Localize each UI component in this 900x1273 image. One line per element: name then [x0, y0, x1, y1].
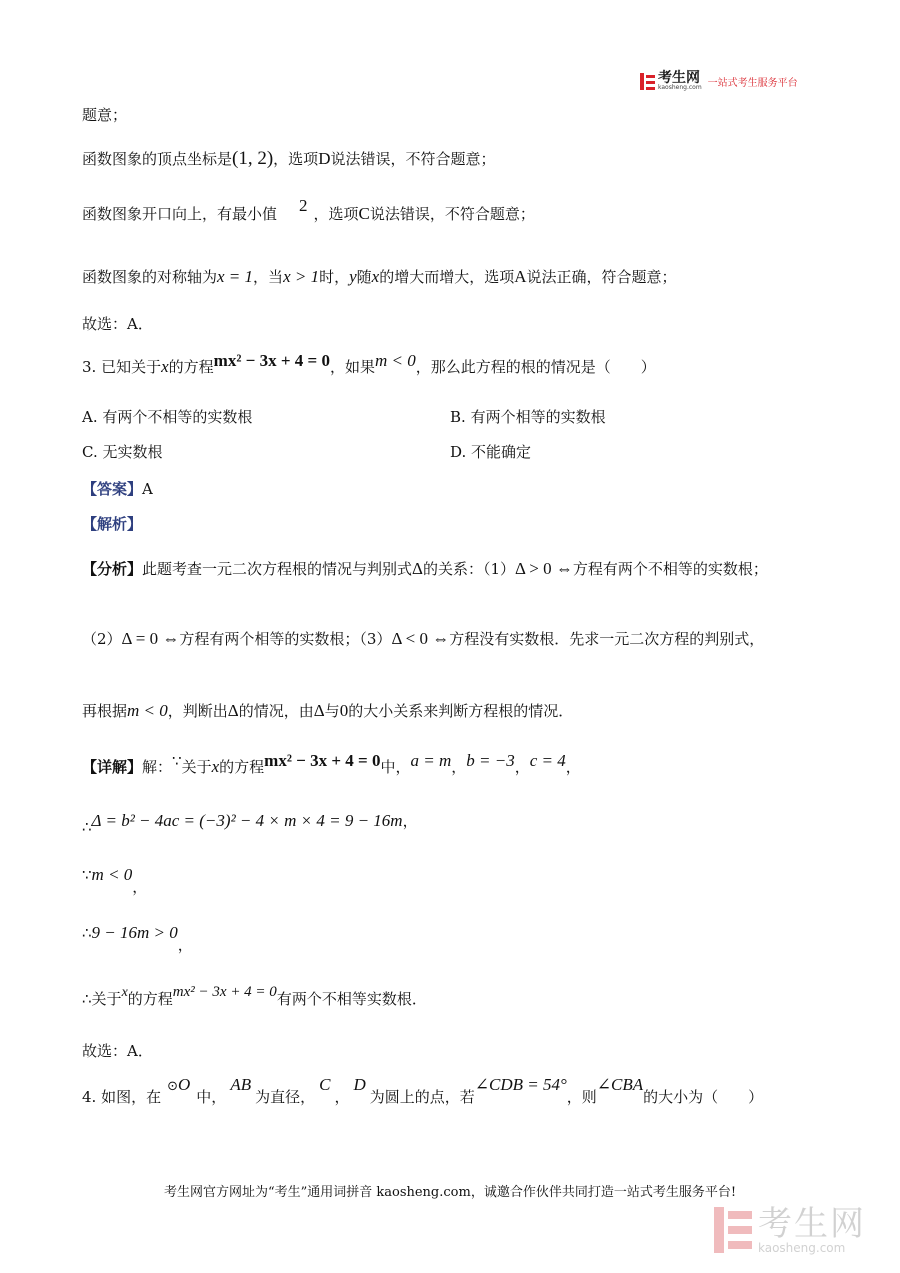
var-x: x	[211, 757, 220, 776]
fenxi-text: 的关系：（1）	[422, 560, 516, 578]
fenxi-text: 的情况，由	[238, 702, 314, 720]
q2-text: 函数图象的对称轴为	[82, 268, 218, 286]
option-text: 有两个相等的实数根	[470, 408, 606, 426]
vertex-coord: (1, 2)	[232, 148, 274, 169]
xiangjie-text: 关于	[181, 758, 212, 776]
circle-icon: ⊙	[167, 1079, 179, 1094]
step-discriminant: ∴Δ = b² − 4ac = (−3)² − 4 × m × 4 = 9 − 16m，	[82, 811, 418, 836]
positive-expr: 9 − 16m > 0	[91, 923, 178, 942]
xiangjie-line-1: 【详解】解：∵关于x的方程mx² − 3x + 4 = 0中，a = m，b = −3，c = 4，	[82, 751, 581, 776]
angle-cba: ∠CBA	[596, 1075, 644, 1094]
fenxi-text: 与	[324, 702, 340, 720]
q3-text: ，如果	[330, 358, 376, 376]
delta-symbol: Δ	[227, 701, 239, 720]
answer-value: A	[142, 480, 153, 498]
q2-text: 随	[356, 268, 372, 286]
q2-text: ，选项	[273, 150, 319, 168]
q2-text: 函数图象开口向上，有最小值	[82, 205, 278, 223]
therefore-symbol: ∴	[82, 990, 92, 1008]
diameter-label: AB	[230, 1075, 252, 1094]
q2-conclusion	[82, 313, 153, 334]
logo-mark-icon	[640, 73, 655, 90]
var-x: x	[121, 985, 128, 1000]
var-y: y	[349, 267, 357, 286]
equation: mx² − 3x + 4 = 0	[264, 751, 381, 770]
option-text: 不能确定	[471, 443, 532, 461]
q2-text: 说法正确，符合题意；	[526, 268, 677, 286]
fenxi-text: ，判断出	[167, 702, 228, 720]
q4-text: 为直径，	[255, 1088, 316, 1106]
header-logo	[640, 71, 798, 91]
q3-conclusion	[82, 1040, 153, 1061]
xiangjie-label: 【详解】	[82, 758, 143, 776]
delta-lt-zero: Δ < 0 ⇔	[391, 629, 450, 648]
q2-text: 函数图象的顶点坐标是	[82, 150, 233, 168]
fenxi-line-2	[82, 628, 764, 649]
option-a	[82, 406, 252, 427]
watermark-mark-icon	[714, 1207, 752, 1253]
xiangjie-text: 的方程	[127, 990, 173, 1008]
option-d	[450, 441, 531, 462]
circle-center: O	[178, 1075, 191, 1094]
m-negative: m < 0	[127, 701, 168, 720]
q2-text: 说法错误，不符合题意；	[330, 150, 496, 168]
page-footer: 考生网官方网址为“考生”通用词拼音 kaosheng.com，诚邀合作伙伴共同打造一站式考生服务平台!	[163, 1185, 737, 1200]
fenxi-text: 的大小关系来判断方程根的情况．	[348, 702, 574, 720]
fenxi-text: 此题考查一元二次方程根的情况与判别式	[142, 560, 413, 578]
equation: mx² − 3x + 4 = 0	[172, 984, 277, 1000]
header-slogan: 一站式考生服务平台	[707, 77, 798, 89]
q2-line-2	[82, 148, 495, 170]
option-letter: D	[318, 149, 331, 168]
axis-eq: x = 1	[217, 267, 254, 286]
var-x: x	[371, 267, 380, 286]
coef-b: b = −3	[466, 751, 515, 770]
fenxi-line-1	[82, 558, 768, 579]
q4-text: 的大小为（ ）	[643, 1088, 764, 1106]
discriminant-expr: Δ = b² − 4ac = (−3)² − 4 × m × 4 = 9 − 16m	[91, 811, 403, 830]
xiangjie-text: 的方程	[219, 758, 265, 776]
q3-stem	[82, 351, 656, 377]
q2-line-3	[82, 196, 535, 224]
option-b	[450, 406, 606, 427]
q3-text: 的方程	[168, 358, 214, 376]
q2-text: ，当	[253, 268, 284, 286]
option-text: 有两个不相等的实数根	[102, 408, 253, 426]
q4-text: ，则	[566, 1088, 597, 1106]
x-cond: x > 1	[283, 267, 320, 286]
q3-text: ，那么此方程的根的情况是（ ）	[415, 358, 656, 376]
analysis-heading	[82, 513, 142, 534]
angle-cdb: ∠CDB = 54°	[474, 1075, 567, 1094]
fenxi-text: 方程没有实数根．先求一元二次方程的判别式，	[449, 630, 765, 648]
xiangjie-text: 故选：A．	[82, 1042, 153, 1060]
xiangjie-text: 中，	[380, 758, 411, 776]
because-symbol: ∵	[82, 866, 92, 884]
option-letter: A	[514, 267, 527, 286]
fenxi-text: 方程有两个相等的实数根；（3）	[179, 630, 392, 648]
zero-value: 0	[339, 701, 349, 720]
question-number: 3.	[82, 358, 97, 376]
option-key: C.	[82, 443, 98, 461]
m-negative: m < 0	[91, 865, 133, 884]
q3-text: 已知关于	[101, 358, 162, 376]
var-x: x	[161, 357, 169, 376]
step-m-negative: ∵m < 0，	[82, 865, 148, 896]
fenxi-line-3	[82, 700, 573, 721]
option-key: B.	[450, 408, 466, 426]
delta-symbol: Δ	[313, 701, 325, 720]
option-text: 无实数根	[102, 443, 163, 461]
logo-text: 考生网	[658, 70, 700, 86]
coef-a: a = m	[410, 751, 452, 770]
answer-line	[82, 478, 153, 499]
analysis-label: 【解析】	[82, 515, 143, 533]
therefore-symbol: ∴	[82, 924, 92, 942]
option-key: A.	[82, 408, 98, 426]
coef-c: c = 4	[529, 751, 566, 770]
step-positive: ∴9 − 16m > 0，	[82, 923, 193, 954]
q3-equation: mx² − 3x + 4 = 0	[213, 351, 330, 370]
answer-label: 【答案】	[82, 480, 143, 498]
q2-text: 时，	[319, 268, 350, 286]
q2-text: 题意；	[82, 106, 128, 124]
therefore-symbol: ∴	[82, 818, 92, 836]
watermark-logo	[714, 1206, 866, 1254]
xiangjie-text: 关于	[91, 990, 122, 1008]
q4-stem: 4. 如图，在⊙O中，AB为直径，C，D为圆上的点，若∠CDB = 54°，则∠CBA的大小为（ ）	[82, 1075, 764, 1106]
fenxi-label: 【分析】	[82, 560, 143, 578]
because-symbol: ∵	[172, 752, 182, 770]
xiangjie-text: 解：	[142, 758, 173, 776]
q2-text: 的增大而增大，选项	[379, 268, 515, 286]
step-conclusion	[82, 984, 427, 1009]
logo-domain: kaosheng.com	[658, 84, 702, 91]
delta-symbol: Δ	[412, 559, 423, 578]
delta-gt-zero: Δ > 0 ⇔	[515, 559, 573, 578]
option-key: D.	[450, 443, 467, 461]
delta-eq-zero: Δ = 0 ⇔	[121, 629, 180, 648]
min-value: 2	[299, 196, 308, 215]
fenxi-text: 再根据	[82, 702, 128, 720]
q4-text: 中，	[196, 1088, 227, 1106]
q4-text: 为圆上的点，若	[369, 1088, 475, 1106]
point-d: D	[353, 1075, 366, 1094]
fenxi-text: （2）	[82, 630, 122, 648]
question-number: 4.	[82, 1088, 97, 1106]
q2-text: 故选：A．	[82, 315, 153, 333]
fenxi-text: 方程有两个不相等的实数根；	[572, 560, 768, 578]
q2-line-1	[82, 104, 127, 125]
q3-condition: m < 0	[375, 351, 416, 370]
q2-line-4	[82, 266, 677, 287]
xiangjie-text: 有两个不相等实数根．	[276, 990, 427, 1008]
point-c: C	[319, 1075, 331, 1094]
watermark-domain: kaosheng.com	[758, 1241, 846, 1255]
q2-text: ，选项	[313, 205, 359, 223]
q2-text: 说法错误，不符合题意；	[369, 205, 535, 223]
option-letter: C	[358, 204, 370, 223]
option-c	[82, 441, 163, 462]
watermark-text: 考生网	[758, 1204, 866, 1244]
q4-text: 如图，在	[101, 1088, 162, 1106]
